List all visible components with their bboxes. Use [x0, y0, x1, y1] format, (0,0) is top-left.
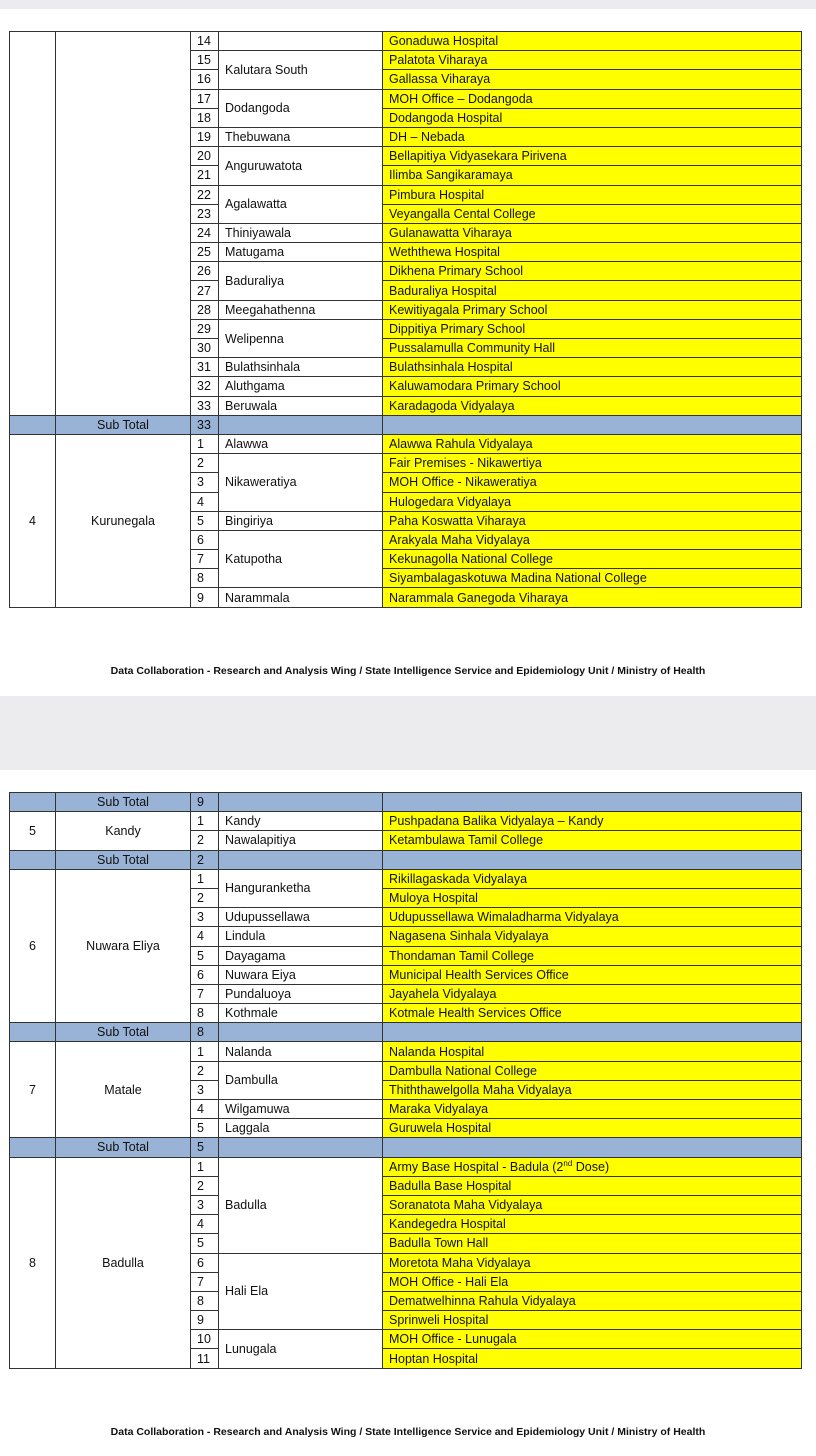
moh-area-cell: Nalanda [219, 1042, 383, 1061]
row-number: 9 [191, 1311, 219, 1330]
row-number: 5 [191, 946, 219, 965]
row-number: 20 [191, 147, 219, 166]
center-name: Baduraliya Hospital [383, 281, 802, 300]
moh-area-cell: Bingiriya [219, 511, 383, 530]
center-name: MOH Office - Nikaweratiya [383, 473, 802, 492]
moh-area-cell: Kothmale [219, 1004, 383, 1023]
center-name: Kandegedra Hospital [383, 1215, 802, 1234]
center-name: Badulla Town Hall [383, 1234, 802, 1253]
center-name: Weththewa Hospital [383, 243, 802, 262]
center-name: Pushpadana Balika Vidyalaya – Kandy [383, 812, 802, 831]
row-number: 24 [191, 223, 219, 242]
subtotal-empty [219, 1138, 383, 1157]
row-number: 31 [191, 358, 219, 377]
subtotal-empty [383, 1138, 802, 1157]
center-name: Gonaduwa Hospital [383, 32, 802, 51]
moh-area-cell: Baduraliya [219, 262, 383, 300]
row-number: 21 [191, 166, 219, 185]
row-number: 27 [191, 281, 219, 300]
center-name: Arakyala Maha Vidyalaya [383, 530, 802, 549]
row-number: 3 [191, 908, 219, 927]
subtotal-empty [383, 793, 802, 812]
row-number: 32 [191, 377, 219, 396]
center-name: Ketambulawa Tamil College [383, 831, 802, 850]
center-name: MOH Office - Hali Ela [383, 1272, 802, 1291]
district-index: 6 [10, 869, 56, 1023]
center-name: Dambulla National College [383, 1061, 802, 1080]
row-number: 6 [191, 530, 219, 549]
row-number: 2 [191, 1061, 219, 1080]
center-name: Soranatota Maha Vidyalaya [383, 1195, 802, 1214]
center-name: Pimbura Hospital [383, 185, 802, 204]
center-name: Kotmale Health Services Office [383, 1004, 802, 1023]
row-number: 4 [191, 927, 219, 946]
row-number: 7 [191, 984, 219, 1003]
moh-area-cell: Badulla [219, 1157, 383, 1253]
moh-area-cell: Lunugala [219, 1330, 383, 1368]
moh-area-cell: Pundaluoya [219, 984, 383, 1003]
subtotal-row [10, 850, 802, 869]
center-name: Pussalamulla Community Hall [383, 339, 802, 358]
center-name-text: Army Base Hospital - Badula (2 [389, 1160, 564, 1175]
center-name: Siyambalagaskotuwa Madina National College [383, 569, 802, 588]
subtotal-label: Sub Total [56, 793, 191, 812]
row-number: 2 [191, 1176, 219, 1195]
center-name: Fair Premises - Nikawertiya [383, 454, 802, 473]
table-row [10, 869, 802, 888]
subtotal-empty [383, 850, 802, 869]
district-index: 7 [10, 1042, 56, 1138]
table-row [10, 434, 802, 453]
center-name: Kaluwamodara Primary School [383, 377, 802, 396]
moh-area-cell: Thiniyawala [219, 223, 383, 242]
center-name: Dippitiya Primary School [383, 319, 802, 338]
row-number: 5 [191, 511, 219, 530]
row-number: 33 [191, 396, 219, 415]
moh-area-cell: Kalutara South [219, 51, 383, 89]
moh-area-cell [219, 32, 383, 51]
district-name: Badulla [56, 1157, 191, 1368]
district-index: 5 [10, 812, 56, 850]
center-name: Thondaman Tamil College [383, 946, 802, 965]
subtotal-row [10, 793, 802, 812]
row-number: 2 [191, 454, 219, 473]
row-number: 7 [191, 550, 219, 569]
moh-area-cell: Laggala [219, 1119, 383, 1138]
subtotal-value: 5 [191, 1138, 219, 1157]
row-number: 9 [191, 588, 219, 607]
row-number: 25 [191, 243, 219, 262]
moh-area-cell: Agalawatta [219, 185, 383, 223]
center-name: Palatota Viharaya [383, 51, 802, 70]
row-number: 3 [191, 1080, 219, 1099]
center-name: Narammala Ganegoda Viharaya [383, 588, 802, 607]
row-number: 7 [191, 1272, 219, 1291]
row-number: 15 [191, 51, 219, 70]
center-name: Muloya Hospital [383, 888, 802, 907]
subtotal-empty [383, 415, 802, 434]
page-footer: Data Collaboration - Research and Analysis Wing / State Intelligence Service and Epidemiology Unit / Ministry of Health [110, 665, 706, 677]
row-number: 4 [191, 1100, 219, 1119]
row-number: 3 [191, 1195, 219, 1214]
row-number: 4 [191, 1215, 219, 1234]
moh-area-cell: Dambulla [219, 1061, 383, 1099]
moh-area-cell: Narammala [219, 588, 383, 607]
center-name: Paha Koswatta Viharaya [383, 511, 802, 530]
center-name: Ilimba Sangikaramaya [383, 166, 802, 185]
subtotal-row [10, 1023, 802, 1042]
district-index-cell [10, 32, 56, 416]
center-name: Municipal Health Services Office [383, 965, 802, 984]
center-name: Kewitiyagala Primary School [383, 300, 802, 319]
center-name: Udupussellawa Wimaladharma Vidyalaya [383, 908, 802, 927]
subtotal-row [10, 1138, 802, 1157]
row-number: 3 [191, 473, 219, 492]
district-index: 4 [10, 434, 56, 607]
moh-area-cell: Hali Ela [219, 1253, 383, 1330]
row-number: 19 [191, 127, 219, 146]
row-number: 2 [191, 831, 219, 850]
subtotal-empty [219, 793, 383, 812]
subtotal-row [10, 415, 802, 434]
center-name: Hoptan Hospital [383, 1349, 802, 1368]
district-name: Kurunegala [56, 434, 191, 607]
subtotal-spacer [10, 1138, 56, 1157]
center-name: Veyangalla Cental College [383, 204, 802, 223]
row-number: 8 [191, 1004, 219, 1023]
row-number: 28 [191, 300, 219, 319]
subtotal-label: Sub Total [56, 1138, 191, 1157]
moh-area-cell: Wilgamuwa [219, 1100, 383, 1119]
moh-area-cell: Thebuwana [219, 127, 383, 146]
center-name: Dikhena Primary School [383, 262, 802, 281]
row-number: 10 [191, 1330, 219, 1349]
row-number: 8 [191, 1291, 219, 1310]
subtotal-label: Sub Total [56, 850, 191, 869]
moh-area-cell: Dodangoda [219, 89, 383, 127]
center-name: Dematwelhinna Rahula Vidyalaya [383, 1291, 802, 1310]
row-number: 4 [191, 492, 219, 511]
subtotal-empty [219, 415, 383, 434]
center-name: Nagasena Sinhala Vidyalaya [383, 927, 802, 946]
table-row [10, 1157, 802, 1176]
district-index: 8 [10, 1157, 56, 1368]
subtotal-value: 9 [191, 793, 219, 812]
center-name: MOH Office - Lunugala [383, 1330, 802, 1349]
row-number: 16 [191, 70, 219, 89]
row-number: 22 [191, 185, 219, 204]
center-name: Nalanda Hospital [383, 1042, 802, 1061]
subtotal-empty [219, 850, 383, 869]
moh-area-cell: Hanguranketha [219, 869, 383, 907]
vaccination-centers-table-2 [9, 792, 802, 1369]
subtotal-label: Sub Total [56, 415, 191, 434]
subtotal-spacer [10, 1023, 56, 1042]
row-number: 1 [191, 812, 219, 831]
center-name: Hulogedara Vidyalaya [383, 492, 802, 511]
row-number: 14 [191, 32, 219, 51]
moh-area-cell: Dayagama [219, 946, 383, 965]
center-name [383, 1157, 802, 1176]
moh-area-cell: Welipenna [219, 319, 383, 357]
center-name: Thiththawelgolla Maha Vidyalaya [383, 1080, 802, 1099]
center-name: Guruwela Hospital [383, 1119, 802, 1138]
center-name: Bellapitiya Vidyasekara Pirivena [383, 147, 802, 166]
center-name: Rikillagaskada Vidyalaya [383, 869, 802, 888]
moh-area-cell: Katupotha [219, 530, 383, 588]
row-number: 1 [191, 1157, 219, 1176]
moh-area-cell: Meegahathenna [219, 300, 383, 319]
moh-area-cell: Nuwara Eiya [219, 965, 383, 984]
center-name: Dodangoda Hospital [383, 108, 802, 127]
center-name: Alawwa Rahula Vidyalaya [383, 434, 802, 453]
row-number: 6 [191, 965, 219, 984]
row-number: 18 [191, 108, 219, 127]
moh-area-cell: Lindula [219, 927, 383, 946]
row-number: 1 [191, 1042, 219, 1061]
subtotal-empty [219, 1023, 383, 1042]
moh-area-cell: Udupussellawa [219, 908, 383, 927]
row-number: 11 [191, 1349, 219, 1368]
subtotal-spacer [10, 415, 56, 434]
moh-area-cell: Aluthgama [219, 377, 383, 396]
district-name: Kandy [56, 812, 191, 850]
table-row [10, 32, 802, 51]
subtotal-spacer [10, 850, 56, 869]
district-name: Matale [56, 1042, 191, 1138]
district-name: Nuwara Eliya [56, 869, 191, 1023]
moh-area-cell: Bulathsinhala [219, 358, 383, 377]
table-row [10, 812, 802, 831]
center-name: Gallassa Viharaya [383, 70, 802, 89]
center-name: Sprinweli Hospital [383, 1311, 802, 1330]
row-number: 1 [191, 434, 219, 453]
subtotal-value: 33 [191, 415, 219, 434]
moh-area-cell: Anguruwatota [219, 147, 383, 185]
row-number: 5 [191, 1119, 219, 1138]
row-number: 30 [191, 339, 219, 358]
center-name: Moretota Maha Vidyalaya [383, 1253, 802, 1272]
center-name: Badulla Base Hospital [383, 1176, 802, 1195]
row-number: 5 [191, 1234, 219, 1253]
row-number: 8 [191, 569, 219, 588]
row-number: 1 [191, 869, 219, 888]
row-number: 29 [191, 319, 219, 338]
vaccination-centers-table-1 [9, 31, 802, 608]
row-number: 23 [191, 204, 219, 223]
moh-area-cell: Nawalapitiya [219, 831, 383, 850]
page-footer: Data Collaboration - Research and Analysis Wing / State Intelligence Service and Epidemiology Unit / Ministry of Health [110, 1426, 706, 1438]
center-name-text: Dose) [572, 1160, 610, 1175]
ordinal-suffix: nd [563, 1159, 573, 1169]
moh-area-cell: Kandy [219, 812, 383, 831]
center-name: Maraka Vidyalaya [383, 1100, 802, 1119]
center-name: Karadagoda Vidyalaya [383, 396, 802, 415]
document-page-2 [0, 770, 816, 1456]
moh-area-cell: Beruwala [219, 396, 383, 415]
subtotal-empty [383, 1023, 802, 1042]
row-number: 26 [191, 262, 219, 281]
subtotal-label: Sub Total [56, 1023, 191, 1042]
district-name-cell [56, 32, 191, 416]
row-number: 6 [191, 1253, 219, 1272]
row-number: 2 [191, 888, 219, 907]
center-name: Gulanawatta Viharaya [383, 223, 802, 242]
center-name: Kekunagolla National College [383, 550, 802, 569]
subtotal-spacer [10, 793, 56, 812]
subtotal-value: 8 [191, 1023, 219, 1042]
center-name: Jayahela Vidyalaya [383, 984, 802, 1003]
center-name: DH – Nebada [383, 127, 802, 146]
document-page-1 [0, 9, 816, 696]
center-name: MOH Office – Dodangoda [383, 89, 802, 108]
moh-area-cell: Matugama [219, 243, 383, 262]
subtotal-value: 2 [191, 850, 219, 869]
center-name: Bulathsinhala Hospital [383, 358, 802, 377]
table-row [10, 1042, 802, 1061]
row-number: 17 [191, 89, 219, 108]
moh-area-cell: Nikaweratiya [219, 454, 383, 512]
moh-area-cell: Alawwa [219, 434, 383, 453]
